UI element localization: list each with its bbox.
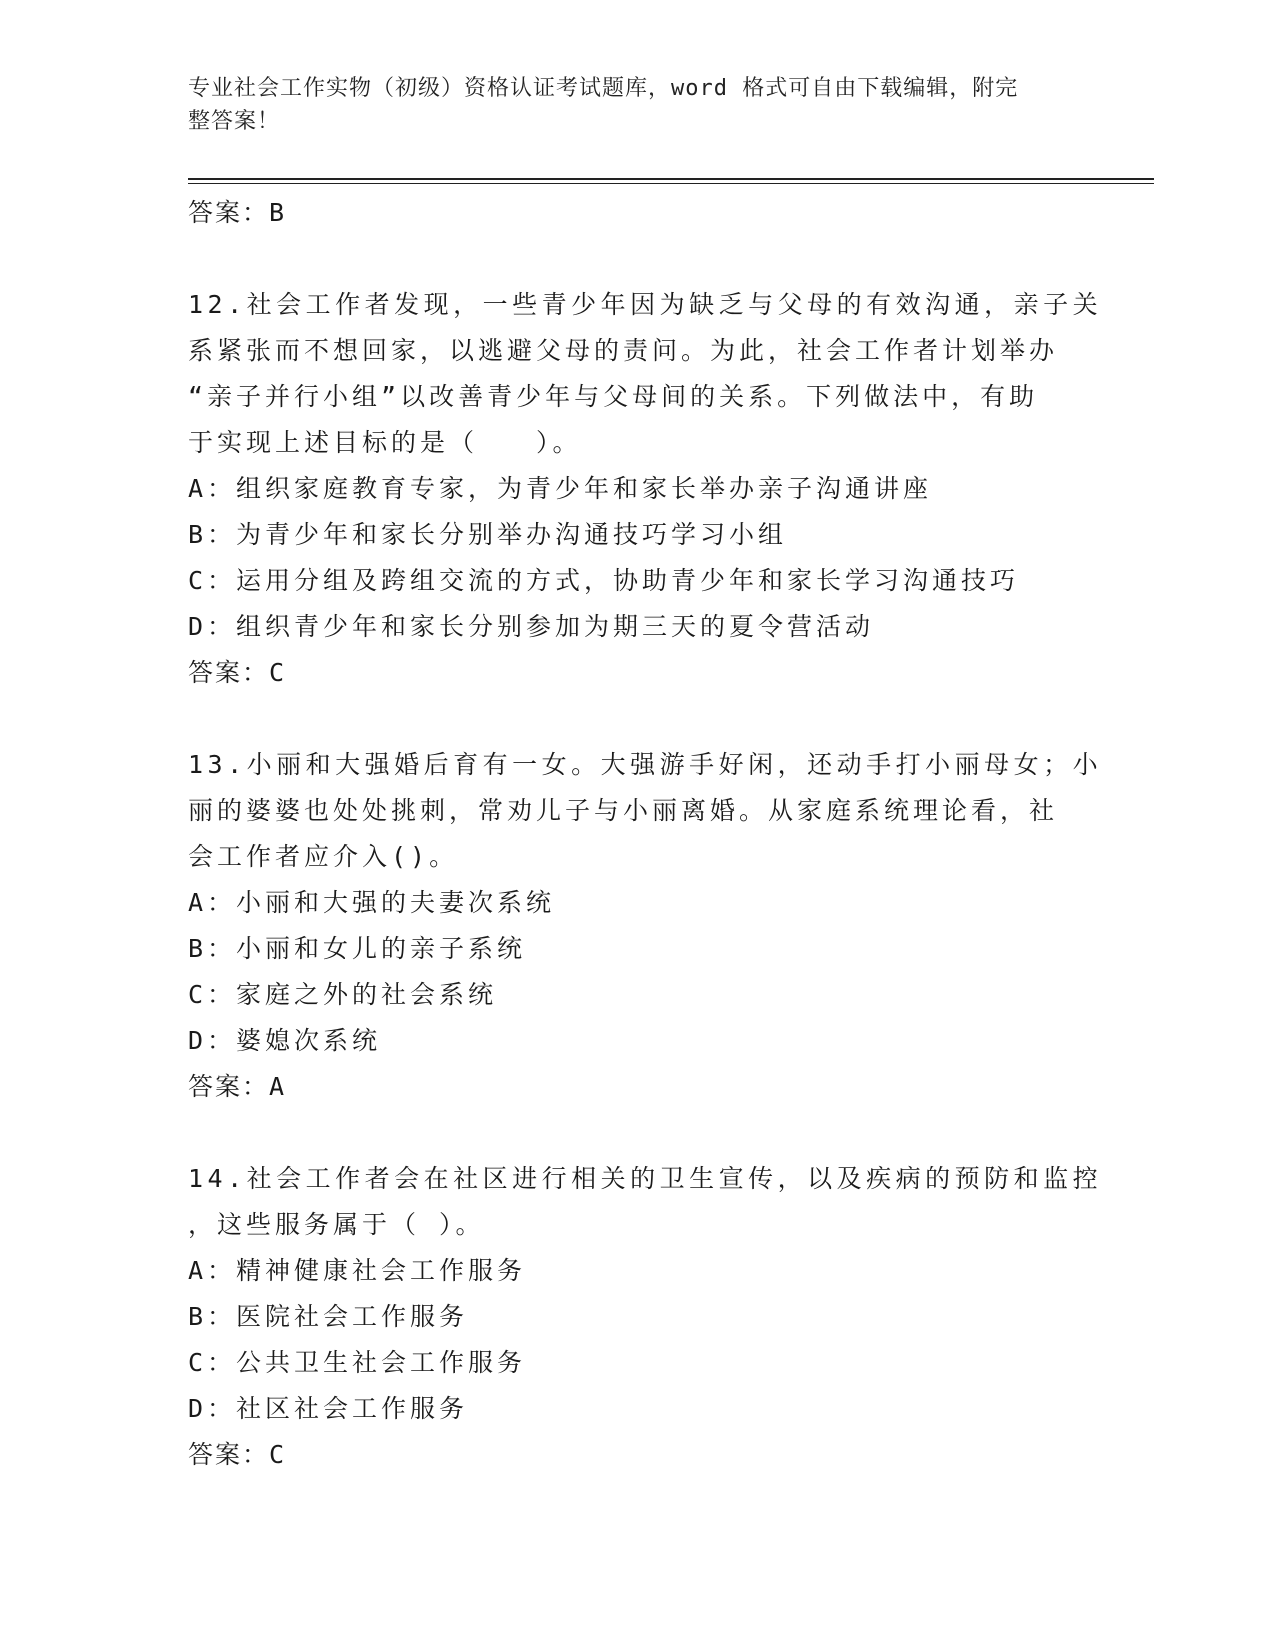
- spacer: [188, 696, 1088, 742]
- option-b: B：医院社会工作服务: [188, 1302, 469, 1331]
- question-13: [188, 742, 1103, 1110]
- option-d: D：婆媳次系统: [188, 1026, 382, 1055]
- document-body: [188, 190, 1103, 1478]
- option-a: A：精神健康社会工作服务: [188, 1256, 527, 1285]
- document-header: [188, 72, 1088, 138]
- answer: 答案：A: [188, 1072, 287, 1101]
- question-text-line: 丽的婆婆也处处挑刺，常劝儿子与小丽离婚。从家庭系统理论看，社: [188, 796, 1059, 825]
- question-text-line: 于实现上述目标的是（ ）。: [188, 428, 582, 457]
- question-text-line: ，这些服务属于（ ）。: [188, 1210, 485, 1239]
- option-a: A：组织家庭教育专家，为青少年和家长举办亲子沟通讲座: [188, 474, 933, 503]
- question-text-line: 12.社会工作者发现，一些青少年因为缺乏与父母的有效沟通，亲子关: [188, 290, 1103, 319]
- question-text-line: 14.社会工作者会在社区进行相关的卫生宣传，以及疾病的预防和监控: [188, 1164, 1103, 1193]
- question-12: [188, 282, 1103, 696]
- spacer: [188, 1110, 1088, 1156]
- header-divider-thick: [188, 178, 1154, 180]
- option-c: C：运用分组及跨组交流的方式，协助青少年和家长学习沟通技巧: [188, 566, 1020, 595]
- spacer: [188, 236, 1088, 282]
- question-text-line: “亲子并行小组”以改善青少年与父母间的关系。下列做法中，有助: [188, 382, 1039, 411]
- option-c: C：家庭之外的社会系统: [188, 980, 498, 1009]
- header-line-1: 专业社会工作实物（初级）资格认证考试题库，word 格式可自由下载编辑，附完: [188, 76, 1019, 101]
- option-c: C：公共卫生社会工作服务: [188, 1348, 527, 1377]
- question-text-line: 系紧张而不想回家，以逃避父母的责问。为此，社会工作者计划举办: [188, 336, 1059, 365]
- option-a: A：小丽和大强的夫妻次系统: [188, 888, 556, 917]
- option-b: B：为青少年和家长分别举办沟通技巧学习小组: [188, 520, 788, 549]
- header-divider-thin: [188, 183, 1154, 184]
- answer: 答案：C: [188, 658, 287, 687]
- question-14: [188, 1156, 1103, 1478]
- header-line-2: 整答案！: [188, 109, 281, 134]
- option-d: D：社区社会工作服务: [188, 1394, 469, 1423]
- option-b: B：小丽和女儿的亲子系统: [188, 934, 527, 963]
- question-text-line: 会工作者应介入()。: [188, 842, 459, 871]
- question-text-line: 13.小丽和大强婚后育有一女。大强游手好闲，还动手打小丽母女；小: [188, 750, 1103, 779]
- answer: 答案：C: [188, 1440, 287, 1469]
- option-d: D：组织青少年和家长分别参加为期三天的夏令营活动: [188, 612, 875, 641]
- previous-answer: 答案：B: [188, 198, 287, 227]
